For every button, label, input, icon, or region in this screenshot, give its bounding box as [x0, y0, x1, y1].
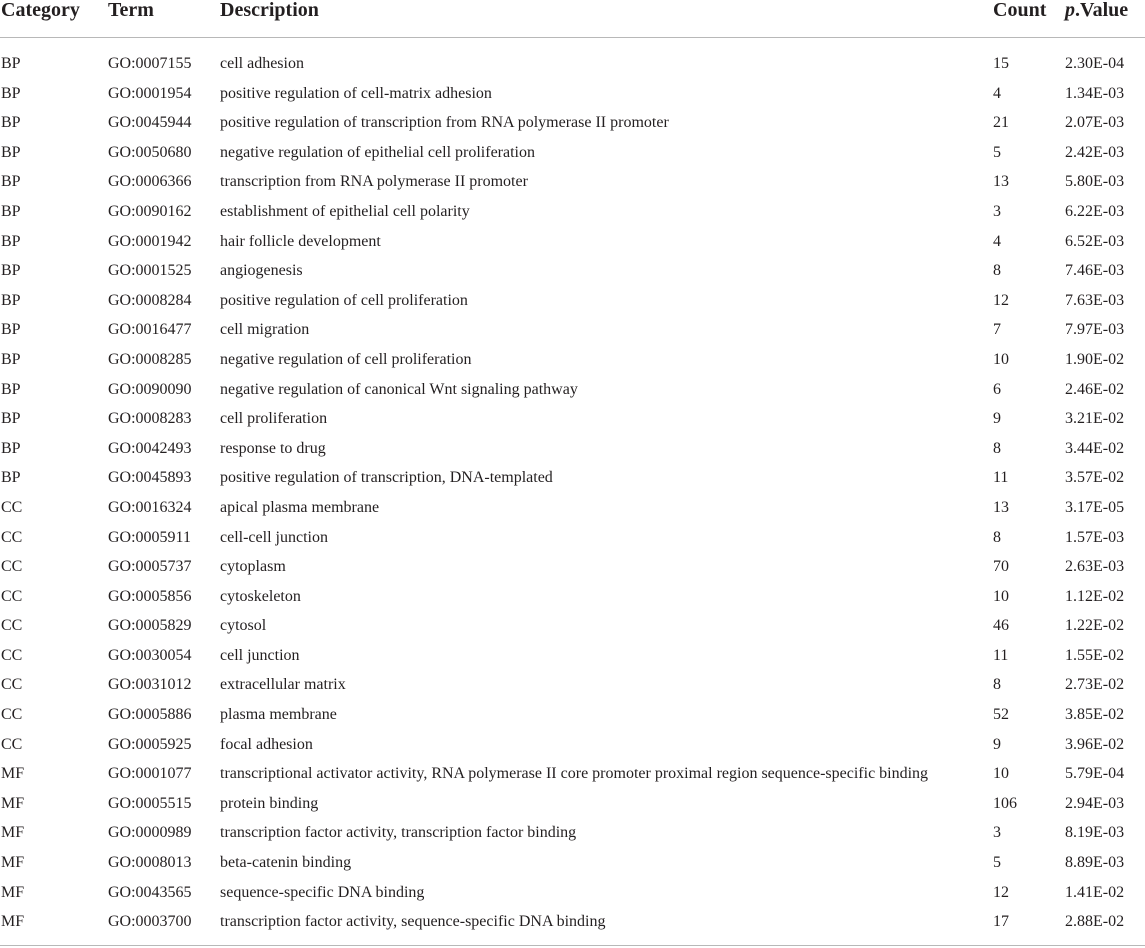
cell-category: MF [1, 824, 25, 842]
table-row [0, 405, 1145, 435]
table-row [0, 50, 1145, 80]
cell-count: 13 [993, 498, 1009, 516]
cell-pvalue: 1.57E-03 [1065, 528, 1125, 546]
cell-description: negative regulation of epithelial cell proliferation [220, 143, 535, 161]
cell-count: 8 [993, 676, 1001, 694]
cell-count: 11 [993, 646, 1009, 664]
cell-pvalue: 2.46E-02 [1065, 380, 1125, 398]
table-row [0, 731, 1145, 761]
table-row [0, 376, 1145, 406]
cell-pvalue: 5.79E-04 [1065, 765, 1125, 783]
cell-term: GO:0008283 [108, 410, 192, 428]
cell-count: 10 [993, 350, 1009, 368]
cell-category: CC [1, 587, 23, 605]
cell-pvalue: 3.96E-02 [1065, 735, 1125, 753]
table-row [0, 908, 1145, 938]
cell-term: GO:0045893 [108, 469, 192, 487]
cell-category: MF [1, 794, 25, 812]
cell-category: BP [1, 291, 21, 309]
cell-count: 8 [993, 528, 1001, 546]
table-row [0, 464, 1145, 494]
cell-category: BP [1, 84, 21, 102]
cell-pvalue: 6.52E-03 [1065, 232, 1125, 250]
cell-pvalue: 7.97E-03 [1065, 321, 1125, 339]
cell-count: 9 [993, 410, 1001, 428]
header-count: Count [993, 0, 1047, 21]
cell-category: BP [1, 469, 21, 487]
cell-term: GO:0008013 [108, 854, 192, 872]
cell-pvalue: 2.88E-02 [1065, 913, 1125, 931]
cell-description: transcription factor activity, transcription factor binding [220, 824, 577, 842]
cell-category: BP [1, 173, 21, 191]
cell-category: MF [1, 765, 25, 783]
cell-term: GO:0090162 [108, 202, 192, 220]
cell-description: negative regulation of canonical Wnt signaling pathway [220, 380, 578, 398]
cell-term: GO:0005911 [108, 528, 191, 546]
cell-term: GO:0001942 [108, 232, 192, 250]
cell-description: positive regulation of transcription from RNA polymerase II promoter [220, 114, 669, 132]
cell-count: 52 [993, 706, 1009, 724]
cell-category: BP [1, 55, 21, 72]
cell-count: 6 [993, 380, 1001, 398]
cell-description: cell migration [220, 321, 310, 339]
cell-pvalue: 1.22E-02 [1065, 617, 1125, 635]
cell-description: negative regulation of cell proliferation [220, 350, 472, 368]
cell-category: CC [1, 528, 23, 546]
header-category: Category [1, 0, 80, 21]
table-row [0, 109, 1145, 139]
header-description: Description [220, 0, 319, 21]
cell-description: sequence-specific DNA binding [220, 883, 425, 901]
cell-description: angiogenesis [220, 262, 303, 280]
cell-count: 11 [993, 469, 1009, 487]
table-row [0, 849, 1145, 879]
cell-count: 13 [993, 173, 1009, 191]
cell-term: GO:0090090 [108, 380, 192, 398]
cell-count: 106 [993, 794, 1017, 812]
table-body [0, 50, 1145, 938]
cell-pvalue: 1.55E-02 [1065, 646, 1125, 664]
cell-term: GO:0005856 [108, 587, 192, 605]
cell-pvalue: 1.90E-02 [1065, 350, 1125, 368]
cell-pvalue: 5.80E-03 [1065, 173, 1125, 191]
cell-count: 7 [993, 321, 1001, 339]
cell-term: GO:0005829 [108, 617, 192, 635]
table-row [0, 790, 1145, 820]
cell-category: MF [1, 854, 25, 872]
cell-pvalue: 2.07E-03 [1065, 114, 1125, 132]
cell-category: MF [1, 883, 25, 901]
cell-count: 15 [993, 55, 1009, 72]
table-header [0, 0, 1145, 38]
cell-category: BP [1, 380, 21, 398]
cell-count: 70 [993, 558, 1009, 576]
cell-count: 12 [993, 291, 1009, 309]
cell-category: BP [1, 410, 21, 428]
cell-term: GO:0007155 [108, 55, 192, 72]
cell-count: 3 [993, 202, 1001, 220]
table-row [0, 435, 1145, 465]
cell-pvalue: 8.19E-03 [1065, 824, 1125, 842]
table-row [0, 346, 1145, 376]
table-row [0, 80, 1145, 110]
cell-description: plasma membrane [220, 706, 337, 724]
cell-count: 46 [993, 617, 1009, 635]
cell-term: GO:0045944 [108, 114, 192, 132]
cell-description: cytoplasm [220, 558, 286, 576]
table-row [0, 671, 1145, 701]
cell-count: 3 [993, 824, 1001, 842]
table-row [0, 879, 1145, 909]
table-row [0, 701, 1145, 731]
cell-category: CC [1, 676, 23, 694]
cell-pvalue: 3.44E-02 [1065, 439, 1125, 457]
cell-description: establishment of epithelial cell polarity [220, 202, 470, 220]
cell-description: positive regulation of cell proliferation [220, 291, 468, 309]
cell-category: BP [1, 262, 21, 280]
cell-description: beta-catenin binding [220, 854, 352, 872]
cell-description: hair follicle development [220, 232, 381, 250]
cell-term: GO:0031012 [108, 676, 192, 694]
cell-count: 9 [993, 735, 1001, 753]
header-pvalue-italic: p [1065, 0, 1075, 21]
table-row [0, 760, 1145, 790]
cell-term: GO:0008285 [108, 350, 192, 368]
cell-term: GO:0042493 [108, 439, 192, 457]
cell-pvalue: 1.34E-03 [1065, 84, 1125, 102]
cell-term: GO:0005886 [108, 706, 192, 724]
cell-term: GO:0005737 [108, 558, 192, 576]
table-row [0, 139, 1145, 169]
cell-term: GO:0005925 [108, 735, 192, 753]
cell-term: GO:0016324 [108, 498, 192, 516]
cell-category: BP [1, 350, 21, 368]
header-pvalue-rest: .Value [1075, 0, 1129, 21]
table-row [0, 228, 1145, 258]
table-row [0, 168, 1145, 198]
table-row [0, 819, 1145, 849]
cell-pvalue: 6.22E-03 [1065, 202, 1125, 220]
cell-description: focal adhesion [220, 735, 313, 753]
cell-category: CC [1, 558, 23, 576]
cell-term: GO:0050680 [108, 143, 192, 161]
table-row [0, 316, 1145, 346]
cell-pvalue: 2.94E-03 [1065, 794, 1125, 812]
table-bottom-rule [0, 945, 1145, 946]
cell-category: CC [1, 498, 23, 516]
cell-description: cytosol [220, 617, 267, 635]
table-row [0, 494, 1145, 524]
table-row [0, 642, 1145, 672]
cell-category: BP [1, 439, 21, 457]
cell-pvalue: 1.12E-02 [1065, 587, 1125, 605]
cell-description: response to drug [220, 439, 326, 457]
cell-category: BP [1, 321, 21, 339]
header-pvalue [1065, 0, 1128, 20]
cell-description: cytoskeleton [220, 587, 301, 605]
table-row [0, 583, 1145, 613]
cell-description: positive regulation of transcription, DNA-templated [220, 469, 553, 487]
cell-count: 5 [993, 143, 1001, 161]
cell-count: 10 [993, 765, 1009, 783]
table-row [0, 612, 1145, 642]
cell-pvalue: 3.17E-05 [1065, 498, 1125, 516]
table-row [0, 553, 1145, 583]
cell-term: GO:0030054 [108, 646, 192, 664]
cell-description: cell junction [220, 646, 300, 664]
cell-category: BP [1, 143, 21, 161]
cell-pvalue: 3.57E-02 [1065, 469, 1125, 487]
cell-count: 10 [993, 587, 1009, 605]
cell-pvalue: 3.21E-02 [1065, 410, 1125, 428]
cell-category: BP [1, 232, 21, 250]
cell-description: positive regulation of cell-matrix adhesion [220, 84, 492, 102]
cell-pvalue: 3.85E-02 [1065, 706, 1125, 724]
cell-term: GO:0008284 [108, 291, 192, 309]
header-term: Term [108, 0, 154, 21]
cell-description: transcriptional activator activity, RNA polymerase II core promoter proximal region sequence-specific binding [220, 765, 929, 783]
cell-category: MF [1, 913, 25, 931]
cell-term: GO:0000989 [108, 824, 192, 842]
cell-pvalue: 7.63E-03 [1065, 291, 1125, 309]
cell-term: GO:0001525 [108, 262, 192, 280]
cell-pvalue: 2.63E-03 [1065, 558, 1125, 576]
cell-term: GO:0001954 [108, 84, 192, 102]
cell-pvalue: 8.89E-03 [1065, 854, 1125, 872]
cell-description: cell-cell junction [220, 528, 328, 546]
cell-count: 8 [993, 262, 1001, 280]
cell-category: CC [1, 646, 23, 664]
cell-pvalue: 2.30E-04 [1065, 55, 1125, 72]
cell-count: 21 [993, 114, 1009, 132]
cell-category: CC [1, 617, 23, 635]
table-row [0, 524, 1145, 554]
cell-description: extracellular matrix [220, 676, 346, 694]
cell-count: 4 [993, 84, 1001, 102]
cell-term: GO:0003700 [108, 913, 192, 931]
cell-term: GO:0001077 [108, 765, 192, 783]
cell-count: 8 [993, 439, 1001, 457]
cell-category: BP [1, 114, 21, 132]
cell-description: cell adhesion [220, 55, 304, 72]
table-row [0, 287, 1145, 317]
cell-count: 17 [993, 913, 1009, 931]
cell-description: cell proliferation [220, 410, 328, 428]
cell-term: GO:0043565 [108, 883, 192, 901]
table-row [0, 257, 1145, 287]
cell-description: apical plasma membrane [220, 498, 380, 516]
cell-description: protein binding [220, 794, 319, 812]
cell-description: transcription factor activity, sequence-specific DNA binding [220, 913, 606, 931]
cell-pvalue: 2.73E-02 [1065, 676, 1125, 694]
cell-category: CC [1, 706, 23, 724]
cell-description: transcription from RNA polymerase II promoter [220, 173, 528, 191]
cell-count: 4 [993, 232, 1001, 250]
cell-pvalue: 1.41E-02 [1065, 883, 1125, 901]
table-row [0, 198, 1145, 228]
cell-pvalue: 7.46E-03 [1065, 262, 1125, 280]
cell-category: BP [1, 202, 21, 220]
cell-term: GO:0016477 [108, 321, 192, 339]
cell-term: GO:0005515 [108, 794, 192, 812]
cell-count: 5 [993, 854, 1001, 872]
cell-count: 12 [993, 883, 1009, 901]
cell-term: GO:0006366 [108, 173, 192, 191]
cell-category: CC [1, 735, 23, 753]
cell-pvalue: 2.42E-03 [1065, 143, 1125, 161]
